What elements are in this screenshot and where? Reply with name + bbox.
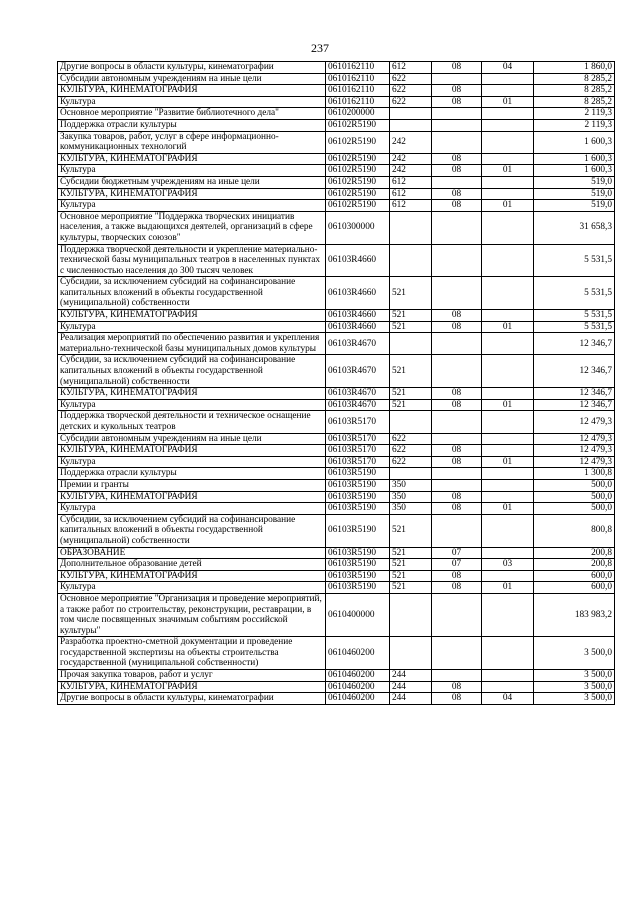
table-row xyxy=(58,321,615,333)
cell-section: 07 xyxy=(432,547,482,559)
cell-amount: 3 500,0 xyxy=(534,637,615,670)
cell-section: 08 xyxy=(432,85,482,97)
cell-subsection xyxy=(482,131,534,153)
cell-expense-type: 521 xyxy=(390,388,432,400)
cell-subsection xyxy=(482,73,534,85)
table-row xyxy=(58,388,615,400)
cell-section: 08 xyxy=(432,165,482,177)
table-row xyxy=(58,96,615,108)
cell-amount: 8 285,2 xyxy=(534,73,615,85)
cell-amount: 519,0 xyxy=(534,188,615,200)
table-row xyxy=(58,433,615,445)
cell-expense-type xyxy=(390,119,432,131)
cell-amount: 12 346,7 xyxy=(534,333,615,355)
cell-expense-type: 521 xyxy=(390,277,432,310)
cell-amount: 5 531,5 xyxy=(534,277,615,310)
cell-amount: 12 346,7 xyxy=(534,388,615,400)
cell-amount: 2 119,3 xyxy=(534,119,615,131)
cell-amount: 12 479,3 xyxy=(534,411,615,433)
cell-section xyxy=(432,479,482,491)
cell-target-code: 06102R5190 xyxy=(326,131,390,153)
cell-item-name: Реализация мероприятий по обеспечению развития и укрепления материально-технической базы муниципальных домов культуры xyxy=(58,333,326,355)
cell-subsection xyxy=(482,388,534,400)
cell-subsection xyxy=(482,468,534,480)
table-row xyxy=(58,593,615,636)
cell-section xyxy=(432,244,482,277)
cell-expense-type: 350 xyxy=(390,491,432,503)
cell-target-code: 06102R5190 xyxy=(326,188,390,200)
cell-target-code: 06103R4670 xyxy=(326,388,390,400)
cell-amount: 2 119,3 xyxy=(534,108,615,120)
cell-subsection xyxy=(482,333,534,355)
cell-expense-type: 622 xyxy=(390,96,432,108)
cell-expense-type: 242 xyxy=(390,131,432,153)
cell-subsection xyxy=(482,433,534,445)
cell-subsection xyxy=(482,479,534,491)
cell-subsection xyxy=(482,310,534,322)
cell-target-code: 06103R5190 xyxy=(326,479,390,491)
cell-item-name: Основное мероприятие "Организация и проведение мероприятий, а также работ по строительству, реконструкции, реставрации, в том числе посвященных значимым событиям российской культуры" xyxy=(58,593,326,636)
cell-section: 08 xyxy=(432,399,482,411)
cell-subsection xyxy=(482,176,534,188)
cell-subsection xyxy=(482,411,534,433)
cell-target-code: 0610162110 xyxy=(326,73,390,85)
cell-amount: 500,0 xyxy=(534,491,615,503)
table-row xyxy=(58,570,615,582)
cell-section: 08 xyxy=(432,321,482,333)
cell-section: 08 xyxy=(432,503,482,515)
cell-item-name: Субсидии, за исключением субсидий на софинансирование капитальных вложений в объекты государственной (муниципальной) собственности xyxy=(58,277,326,310)
cell-item-name: Закупка товаров, работ, услуг в сфере информационно-коммуникационных технологий xyxy=(58,131,326,153)
cell-target-code: 06103R5170 xyxy=(326,445,390,457)
cell-item-name: Культура xyxy=(58,321,326,333)
cell-expense-type: 521 xyxy=(390,582,432,594)
cell-item-name: Премии и гранты xyxy=(58,479,326,491)
page-number: 237 xyxy=(311,41,329,55)
cell-section xyxy=(432,637,482,670)
cell-amount: 1 860,0 xyxy=(534,62,615,74)
cell-expense-type: 622 xyxy=(390,433,432,445)
cell-target-code: 06103R5170 xyxy=(326,456,390,468)
cell-item-name: Другие вопросы в области культуры, кинематографии xyxy=(58,693,326,705)
cell-item-name: Субсидии бюджетным учреждениям на иные цели xyxy=(58,176,326,188)
cell-item-name: Субсидии автономным учреждениям на иные цели xyxy=(58,433,326,445)
table-row xyxy=(58,445,615,457)
cell-target-code: 06102R5190 xyxy=(326,200,390,212)
cell-section: 08 xyxy=(432,582,482,594)
cell-section: 08 xyxy=(432,153,482,165)
table-row xyxy=(58,153,615,165)
cell-item-name: ОБРАЗОВАНИЕ xyxy=(58,547,326,559)
cell-item-name: Поддержка творческой деятельности и техническое оснащение детских и кукольных театров xyxy=(58,411,326,433)
cell-expense-type xyxy=(390,244,432,277)
cell-section: 08 xyxy=(432,491,482,503)
cell-item-name: Основное мероприятие "Поддержка творческих инициатив населения, а также выдающихся деятелей, организаций в сфере культуры, творческих союзов" xyxy=(58,211,326,244)
cell-item-name: Поддержка творческой деятельности и укрепление материально-технической базы муниципальных театров в населенных пунктах с численностью населения до 300 тысяч человек xyxy=(58,244,326,277)
table-row xyxy=(58,582,615,594)
table-row xyxy=(58,108,615,120)
cell-target-code: 06103R4670 xyxy=(326,355,390,388)
cell-item-name: КУЛЬТУРА, КИНЕМАТОГРАФИЯ xyxy=(58,570,326,582)
budget-table xyxy=(57,61,615,705)
cell-target-code: 0610460200 xyxy=(326,670,390,682)
table-row xyxy=(58,468,615,480)
cell-amount: 1 600,3 xyxy=(534,131,615,153)
cell-expense-type: 612 xyxy=(390,176,432,188)
cell-expense-type: 521 xyxy=(390,559,432,571)
cell-amount: 600,0 xyxy=(534,582,615,594)
cell-item-name: Дополнительное образование детей xyxy=(58,559,326,571)
cell-target-code: 06102R5190 xyxy=(326,153,390,165)
cell-item-name: КУЛЬТУРА, КИНЕМАТОГРАФИЯ xyxy=(58,445,326,457)
cell-section xyxy=(432,468,482,480)
cell-subsection: 01 xyxy=(482,399,534,411)
cell-expense-type: 521 xyxy=(390,355,432,388)
cell-section: 08 xyxy=(432,681,482,693)
cell-amount: 200,8 xyxy=(534,547,615,559)
table-row xyxy=(58,503,615,515)
table-row xyxy=(58,681,615,693)
cell-amount: 200,8 xyxy=(534,559,615,571)
cell-amount: 8 285,2 xyxy=(534,85,615,97)
cell-expense-type xyxy=(390,593,432,636)
cell-section: 08 xyxy=(432,456,482,468)
cell-expense-type: 242 xyxy=(390,165,432,177)
cell-subsection xyxy=(482,681,534,693)
cell-item-name: Культура xyxy=(58,96,326,108)
cell-item-name: КУЛЬТУРА, КИНЕМАТОГРАФИЯ xyxy=(58,491,326,503)
cell-section: 08 xyxy=(432,200,482,212)
cell-item-name: Культура xyxy=(58,200,326,212)
cell-subsection xyxy=(482,153,534,165)
cell-subsection: 04 xyxy=(482,62,534,74)
cell-item-name: Разработка проектно-сметной документации и проведение государственной экспертизы на объекты строительства государственной (муниципальной собственности) xyxy=(58,637,326,670)
cell-item-name: Культура xyxy=(58,456,326,468)
cell-section: 08 xyxy=(432,62,482,74)
cell-target-code: 0610300000 xyxy=(326,211,390,244)
cell-subsection: 03 xyxy=(482,559,534,571)
cell-subsection: 01 xyxy=(482,200,534,212)
cell-amount: 800,8 xyxy=(534,514,615,547)
cell-expense-type: 622 xyxy=(390,445,432,457)
cell-amount: 12 479,3 xyxy=(534,456,615,468)
cell-amount: 5 531,5 xyxy=(534,244,615,277)
cell-target-code: 06103R4660 xyxy=(326,321,390,333)
cell-subsection xyxy=(482,355,534,388)
cell-expense-type xyxy=(390,637,432,670)
cell-amount: 12 346,7 xyxy=(534,355,615,388)
cell-item-name: Другие вопросы в области культуры, кинематографии xyxy=(58,62,326,74)
cell-item-name: Культура xyxy=(58,582,326,594)
cell-expense-type: 622 xyxy=(390,85,432,97)
table-row xyxy=(58,277,615,310)
table-row xyxy=(58,176,615,188)
table-row xyxy=(58,547,615,559)
cell-section xyxy=(432,277,482,310)
cell-expense-type: 521 xyxy=(390,547,432,559)
cell-expense-type: 521 xyxy=(390,570,432,582)
cell-section xyxy=(432,119,482,131)
cell-expense-type xyxy=(390,468,432,480)
cell-item-name: КУЛЬТУРА, КИНЕМАТОГРАФИЯ xyxy=(58,681,326,693)
cell-subsection xyxy=(482,211,534,244)
cell-item-name: КУЛЬТУРА, КИНЕМАТОГРАФИЯ xyxy=(58,388,326,400)
cell-section: 08 xyxy=(432,570,482,582)
table-row xyxy=(58,85,615,97)
cell-expense-type: 521 xyxy=(390,310,432,322)
cell-subsection xyxy=(482,593,534,636)
table-row xyxy=(58,399,615,411)
cell-target-code: 06103R5190 xyxy=(326,503,390,515)
table-row xyxy=(58,310,615,322)
table-row xyxy=(58,62,615,74)
cell-expense-type: 350 xyxy=(390,479,432,491)
cell-expense-type xyxy=(390,108,432,120)
cell-target-code: 06103R5190 xyxy=(326,582,390,594)
cell-amount: 3 500,0 xyxy=(534,693,615,705)
cell-subsection xyxy=(482,670,534,682)
cell-subsection xyxy=(482,277,534,310)
cell-expense-type: 521 xyxy=(390,399,432,411)
cell-expense-type: 521 xyxy=(390,321,432,333)
cell-subsection xyxy=(482,119,534,131)
cell-section xyxy=(432,176,482,188)
cell-subsection: 01 xyxy=(482,165,534,177)
cell-section: 08 xyxy=(432,693,482,705)
cell-section xyxy=(432,514,482,547)
cell-subsection: 01 xyxy=(482,96,534,108)
cell-subsection xyxy=(482,547,534,559)
table-row xyxy=(58,211,615,244)
cell-section xyxy=(432,108,482,120)
cell-item-name: КУЛЬТУРА, КИНЕМАТОГРАФИЯ xyxy=(58,153,326,165)
cell-item-name: Субсидии, за исключением субсидий на софинансирование капитальных вложений в объекты государственной (муниципальной) собственности xyxy=(58,514,326,547)
cell-section: 07 xyxy=(432,559,482,571)
cell-amount: 500,0 xyxy=(534,479,615,491)
cell-item-name: Культура xyxy=(58,165,326,177)
cell-target-code: 06103R4670 xyxy=(326,333,390,355)
cell-subsection: 04 xyxy=(482,693,534,705)
cell-subsection: 01 xyxy=(482,503,534,515)
cell-target-code: 06102R5190 xyxy=(326,119,390,131)
cell-amount: 12 346,7 xyxy=(534,399,615,411)
cell-amount: 519,0 xyxy=(534,200,615,212)
table-row xyxy=(58,244,615,277)
cell-expense-type: 350 xyxy=(390,503,432,515)
cell-section xyxy=(432,131,482,153)
cell-target-code: 0610400000 xyxy=(326,593,390,636)
cell-section xyxy=(432,593,482,636)
cell-target-code: 06102R5190 xyxy=(326,165,390,177)
cell-target-code: 06102R5190 xyxy=(326,176,390,188)
cell-section xyxy=(432,433,482,445)
table-row xyxy=(58,333,615,355)
cell-amount: 183 983,2 xyxy=(534,593,615,636)
cell-amount: 1 600,3 xyxy=(534,153,615,165)
table-row xyxy=(58,411,615,433)
cell-amount: 519,0 xyxy=(534,176,615,188)
cell-expense-type: 521 xyxy=(390,514,432,547)
cell-expense-type: 244 xyxy=(390,693,432,705)
cell-amount: 1 600,3 xyxy=(534,165,615,177)
cell-subsection xyxy=(482,188,534,200)
cell-subsection xyxy=(482,491,534,503)
cell-target-code: 0610460200 xyxy=(326,693,390,705)
cell-section xyxy=(432,333,482,355)
cell-target-code: 06103R5190 xyxy=(326,559,390,571)
cell-expense-type xyxy=(390,211,432,244)
cell-target-code: 0610162110 xyxy=(326,85,390,97)
table-row xyxy=(58,131,615,153)
cell-section: 08 xyxy=(432,96,482,108)
cell-amount: 12 479,3 xyxy=(534,433,615,445)
cell-target-code: 06103R4670 xyxy=(326,399,390,411)
table-row xyxy=(58,456,615,468)
table-row xyxy=(58,637,615,670)
cell-subsection xyxy=(482,244,534,277)
cell-expense-type xyxy=(390,333,432,355)
cell-subsection xyxy=(482,108,534,120)
cell-item-name: Субсидии, за исключением субсидий на софинансирование капитальных вложений в объекты государственной (муниципальной) собственности xyxy=(58,355,326,388)
cell-expense-type: 612 xyxy=(390,62,432,74)
cell-section: 08 xyxy=(432,188,482,200)
cell-item-name: КУЛЬТУРА, КИНЕМАТОГРАФИЯ xyxy=(58,310,326,322)
cell-item-name: Культура xyxy=(58,399,326,411)
cell-target-code: 0610200000 xyxy=(326,108,390,120)
cell-item-name: Поддержка отрасли культуры xyxy=(58,468,326,480)
cell-subsection xyxy=(482,85,534,97)
cell-section xyxy=(432,73,482,85)
cell-expense-type: 244 xyxy=(390,670,432,682)
cell-amount: 1 300,8 xyxy=(534,468,615,480)
cell-target-code: 06103R5170 xyxy=(326,411,390,433)
cell-target-code: 06103R5190 xyxy=(326,468,390,480)
cell-target-code: 0610162110 xyxy=(326,96,390,108)
cell-target-code: 0610460200 xyxy=(326,681,390,693)
cell-amount: 3 500,0 xyxy=(534,681,615,693)
cell-amount: 12 479,3 xyxy=(534,445,615,457)
cell-section: 08 xyxy=(432,388,482,400)
cell-section xyxy=(432,670,482,682)
cell-target-code: 06103R5190 xyxy=(326,514,390,547)
cell-target-code: 0610460200 xyxy=(326,637,390,670)
table-row xyxy=(58,188,615,200)
table-row xyxy=(58,670,615,682)
cell-subsection: 01 xyxy=(482,321,534,333)
cell-amount: 500,0 xyxy=(534,503,615,515)
budget-table-body xyxy=(58,62,615,705)
cell-target-code: 06103R4660 xyxy=(326,244,390,277)
table-row xyxy=(58,355,615,388)
cell-item-name: Прочая закупка товаров, работ и услуг xyxy=(58,670,326,682)
cell-expense-type: 612 xyxy=(390,200,432,212)
cell-subsection xyxy=(482,445,534,457)
table-row xyxy=(58,491,615,503)
cell-expense-type: 244 xyxy=(390,681,432,693)
cell-amount: 5 531,5 xyxy=(534,310,615,322)
cell-section: 08 xyxy=(432,310,482,322)
cell-subsection: 01 xyxy=(482,456,534,468)
table-row xyxy=(58,119,615,131)
cell-subsection xyxy=(482,637,534,670)
cell-section xyxy=(432,411,482,433)
table-row xyxy=(58,165,615,177)
cell-section: 08 xyxy=(432,445,482,457)
cell-item-name: Основное мероприятие "Развитие библиотечного дела" xyxy=(58,108,326,120)
cell-target-code: 06103R4660 xyxy=(326,310,390,322)
table-row xyxy=(58,479,615,491)
cell-amount: 8 285,2 xyxy=(534,96,615,108)
cell-expense-type: 612 xyxy=(390,188,432,200)
cell-target-code: 06103R5170 xyxy=(326,433,390,445)
cell-target-code: 06103R5190 xyxy=(326,491,390,503)
cell-subsection: 01 xyxy=(482,582,534,594)
table-row xyxy=(58,514,615,547)
cell-target-code: 0610162110 xyxy=(326,62,390,74)
table-row xyxy=(58,559,615,571)
cell-subsection xyxy=(482,570,534,582)
cell-subsection xyxy=(482,514,534,547)
cell-item-name: КУЛЬТУРА, КИНЕМАТОГРАФИЯ xyxy=(58,188,326,200)
cell-section xyxy=(432,355,482,388)
cell-item-name: Субсидии автономным учреждениям на иные цели xyxy=(58,73,326,85)
cell-amount: 5 531,5 xyxy=(534,321,615,333)
cell-expense-type: 242 xyxy=(390,153,432,165)
cell-section xyxy=(432,211,482,244)
cell-amount: 600,0 xyxy=(534,570,615,582)
cell-amount: 3 500,0 xyxy=(534,670,615,682)
cell-item-name: КУЛЬТУРА, КИНЕМАТОГРАФИЯ xyxy=(58,85,326,97)
cell-expense-type xyxy=(390,411,432,433)
cell-target-code: 06103R5190 xyxy=(326,570,390,582)
cell-amount: 31 658,3 xyxy=(534,211,615,244)
cell-item-name: Культура xyxy=(58,503,326,515)
cell-item-name: Поддержка отрасли культуры xyxy=(58,119,326,131)
cell-target-code: 06103R4660 xyxy=(326,277,390,310)
cell-target-code: 06103R5190 xyxy=(326,547,390,559)
table-row xyxy=(58,200,615,212)
cell-expense-type: 622 xyxy=(390,456,432,468)
cell-expense-type: 622 xyxy=(390,73,432,85)
table-row xyxy=(58,693,615,705)
table-row xyxy=(58,73,615,85)
